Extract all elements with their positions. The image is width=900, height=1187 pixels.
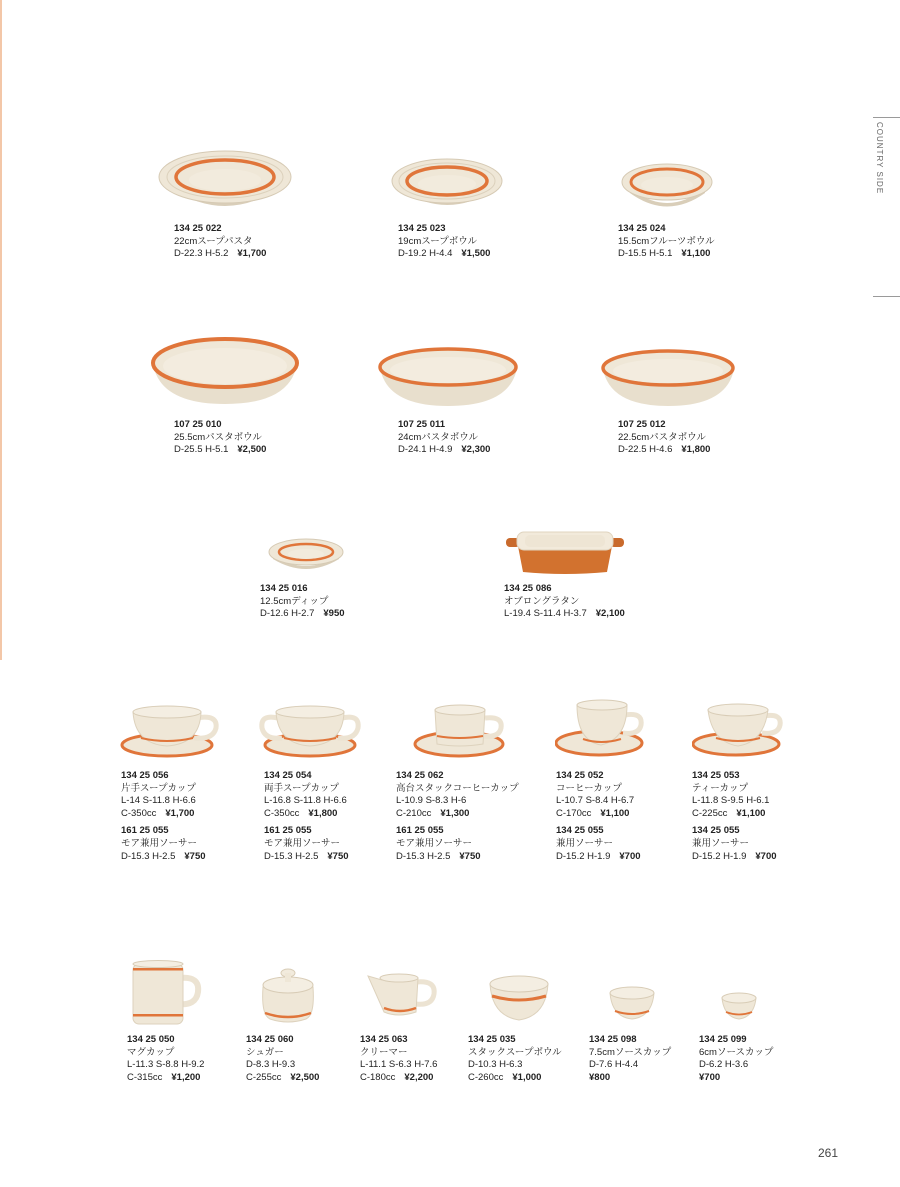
saucer-price: ¥750 <box>459 850 481 862</box>
creamer-icon <box>366 968 438 1023</box>
product-code: 134 25 086 <box>504 583 552 594</box>
product-caption-p8 <box>504 583 625 621</box>
saucer-price: ¥750 <box>327 850 349 862</box>
product-code: 134 25 023 <box>398 223 446 234</box>
saucer-block <box>121 825 206 863</box>
saucer-price: ¥700 <box>755 850 777 862</box>
product-capacity: C-350cc <box>121 807 157 819</box>
product-size: D-6.2 H-3.6 <box>699 1059 749 1071</box>
saucer-code: 161 25 055 <box>396 825 444 837</box>
product-caption-p15 <box>246 1034 319 1084</box>
product-code: 134 25 052 <box>556 770 604 781</box>
product-price: ¥1,800 <box>308 807 338 819</box>
pasta-bowl-icon <box>600 348 737 408</box>
product-size: L-11.8 S-9.5 H-6.1 <box>692 795 770 807</box>
product-name: マグカップ <box>127 1046 175 1058</box>
product-caption-p18 <box>589 1034 671 1084</box>
saucer-name: モア兼用ソーサー <box>121 837 198 849</box>
product-price: ¥800 <box>589 1071 611 1083</box>
product-name: 22.5cmパスタボウル <box>618 431 706 443</box>
product-price: ¥700 <box>699 1071 721 1083</box>
product-name: 22cmスープパスタ <box>174 235 253 247</box>
product-price: ¥1,700 <box>165 807 195 819</box>
product-price: ¥1,300 <box>440 807 470 819</box>
saucer-price: ¥700 <box>619 850 641 862</box>
product-capacity: C-260cc <box>468 1071 504 1083</box>
mug-icon <box>128 958 203 1028</box>
product-name: クリーマー <box>360 1046 408 1058</box>
product-size: L-19.4 S-11.4 H-3.7 <box>504 608 587 620</box>
product-name: 24cmパスタボウル <box>398 431 478 443</box>
product-caption-p17 <box>468 1034 562 1084</box>
product-size: L-10.9 S-8.3 H-6 <box>396 795 467 807</box>
sauce-cup-icon <box>607 985 657 1023</box>
product-caption-p4 <box>174 419 266 457</box>
pasta-bowl-icon <box>377 346 520 408</box>
product-code: 107 25 010 <box>174 419 222 430</box>
product-capacity: C-225cc <box>692 807 728 819</box>
product-name: シュガー <box>246 1046 284 1058</box>
product-size: D-7.6 H-4.4 <box>589 1059 639 1071</box>
product-size: D-12.6 H-2.7 <box>260 608 315 620</box>
stack-cup-saucer-icon <box>413 700 508 760</box>
product-name: スタックスープボウル <box>468 1046 562 1058</box>
product-size: L-11.1 S-6.3 H-7.6 <box>360 1059 438 1071</box>
gratin-dish-icon <box>505 528 625 576</box>
product-code: 134 25 098 <box>589 1034 637 1045</box>
sugar-pot-icon <box>258 965 318 1025</box>
product-price: ¥2,500 <box>237 444 267 456</box>
saucer-code: 161 25 055 <box>121 825 169 837</box>
product-name: 片手スープカップ <box>121 782 196 794</box>
product-code: 107 25 011 <box>398 419 446 430</box>
product-price: ¥1,800 <box>681 444 711 456</box>
product-capacity: C-315cc <box>127 1071 163 1083</box>
product-price: ¥2,200 <box>404 1071 434 1083</box>
product-price: ¥2,100 <box>595 608 625 620</box>
saucer-code: 134 25 055 <box>556 825 604 837</box>
side-tab-top-line <box>873 117 900 118</box>
saucer-size: D-15.3 H-2.5 <box>264 850 319 862</box>
product-caption-p6 <box>618 419 710 457</box>
product-size: D-22.3 H-5.2 <box>174 248 229 260</box>
soup-cup-saucer-icon <box>120 700 220 760</box>
product-name: 19cmスープボウル <box>398 235 477 247</box>
product-caption-p5 <box>398 419 490 457</box>
rim-bowl-icon <box>155 145 295 215</box>
product-size: L-14 S-11.8 H-6.6 <box>121 795 196 807</box>
product-price: ¥1,200 <box>171 1071 201 1083</box>
product-code: 134 25 050 <box>127 1034 175 1045</box>
saucer-name: モア兼用ソーサー <box>264 837 341 849</box>
product-caption-p9 <box>121 770 206 863</box>
product-code: 134 25 022 <box>174 223 222 234</box>
product-capacity: C-350cc <box>264 807 300 819</box>
product-code: 107 25 012 <box>618 419 666 430</box>
product-size: D-19.2 H-4.4 <box>398 248 453 260</box>
product-name: 15.5cmフルーツボウル <box>618 235 715 247</box>
left-edge-rule <box>0 0 2 660</box>
saucer-price: ¥750 <box>184 850 206 862</box>
product-caption-p10 <box>264 770 349 863</box>
product-caption-p14 <box>127 1034 204 1084</box>
sauce-cup-icon <box>720 992 758 1022</box>
saucer-code: 161 25 055 <box>264 825 312 837</box>
product-code: 134 25 099 <box>699 1034 747 1045</box>
product-price: ¥1,100 <box>681 248 711 260</box>
side-tab-bottom-line <box>873 296 900 297</box>
saucer-block <box>264 825 349 863</box>
product-name: コーヒーカップ <box>556 782 622 794</box>
product-caption-p3 <box>618 223 715 261</box>
product-price: ¥1,700 <box>237 248 267 260</box>
product-price: ¥950 <box>323 608 345 620</box>
product-code: 134 25 062 <box>396 770 444 781</box>
pasta-bowl-icon <box>150 336 300 408</box>
product-caption-p12 <box>556 770 641 863</box>
product-name: 7.5cmソースカップ <box>589 1046 672 1058</box>
saucer-block <box>556 825 641 863</box>
saucer-size: D-15.3 H-2.5 <box>121 850 176 862</box>
saucer-name: 兼用ソーサー <box>692 837 750 849</box>
saucer-size: D-15.2 H-1.9 <box>692 850 747 862</box>
dip-dish-icon <box>267 535 345 575</box>
product-code: 134 25 035 <box>468 1034 516 1045</box>
product-size: L-16.8 S-11.8 H-6.6 <box>264 795 347 807</box>
saucer-code: 134 25 055 <box>692 825 740 837</box>
product-caption-p13 <box>692 770 777 863</box>
product-code: 134 25 053 <box>692 770 740 781</box>
product-price: ¥1,100 <box>600 807 630 819</box>
page-number: 261 <box>818 1146 839 1160</box>
product-name: 12.5cmディップ <box>260 595 329 607</box>
saucer-size: D-15.3 H-2.5 <box>396 850 451 862</box>
stack-bowl-icon <box>486 970 552 1024</box>
product-size: D-25.5 H-5.1 <box>174 444 229 456</box>
product-name: 6cmソースカップ <box>699 1046 774 1058</box>
saucer-block <box>692 825 777 863</box>
product-capacity: C-180cc <box>360 1071 396 1083</box>
saucer-size: D-15.2 H-1.9 <box>556 850 611 862</box>
saucer-name: 兼用ソーサー <box>556 837 614 849</box>
product-size: L-10.7 S-8.4 H-6.7 <box>556 795 635 807</box>
product-size: D-8.3 H-9.3 <box>246 1059 296 1071</box>
coffee-cup-saucer-icon <box>555 697 650 760</box>
product-code: 134 25 054 <box>264 770 312 781</box>
product-size: D-24.1 H-4.9 <box>398 444 453 456</box>
product-name: 両手スープカップ <box>264 782 339 794</box>
product-name: ティーカップ <box>692 782 748 794</box>
product-caption-p2 <box>398 223 490 261</box>
product-price: ¥1,000 <box>512 1071 542 1083</box>
saucer-name: モア兼用ソーサー <box>396 837 473 849</box>
product-name: 高台スタックコーヒーカップ <box>396 782 519 794</box>
product-caption-p11 <box>396 770 519 863</box>
tea-cup-saucer-icon <box>692 700 787 760</box>
saucer-block <box>396 825 519 863</box>
product-capacity: C-170cc <box>556 807 592 819</box>
product-size: D-10.3 H-6.3 <box>468 1059 523 1071</box>
product-price: ¥2,300 <box>461 444 491 456</box>
product-price: ¥2,500 <box>290 1071 320 1083</box>
product-size: D-15.5 H-5.1 <box>618 248 673 260</box>
product-name: オブロングラタン <box>504 595 580 607</box>
product-code: 134 25 060 <box>246 1034 294 1045</box>
product-code: 134 25 024 <box>618 223 666 234</box>
side-tab-label: COUNTRY SIDE <box>875 122 884 195</box>
product-caption-p19 <box>699 1034 773 1084</box>
rim-bowl-icon <box>620 160 715 215</box>
product-capacity: C-255cc <box>246 1071 282 1083</box>
product-price: ¥1,500 <box>461 248 491 260</box>
product-size: L-11.3 S-8.8 H-9.2 <box>127 1059 205 1071</box>
product-capacity: C-210cc <box>396 807 432 819</box>
product-size: D-22.5 H-4.6 <box>618 444 673 456</box>
product-code: 134 25 063 <box>360 1034 408 1045</box>
product-caption-p1 <box>174 223 266 261</box>
product-name: 25.5cmパスタボウル <box>174 431 262 443</box>
product-caption-p7 <box>260 583 345 621</box>
product-caption-p16 <box>360 1034 437 1084</box>
product-price: ¥1,100 <box>736 807 766 819</box>
rim-bowl-icon <box>390 153 505 213</box>
product-code: 134 25 016 <box>260 583 308 594</box>
soup-cup-saucer-icon <box>258 700 363 760</box>
product-code: 134 25 056 <box>121 770 169 781</box>
